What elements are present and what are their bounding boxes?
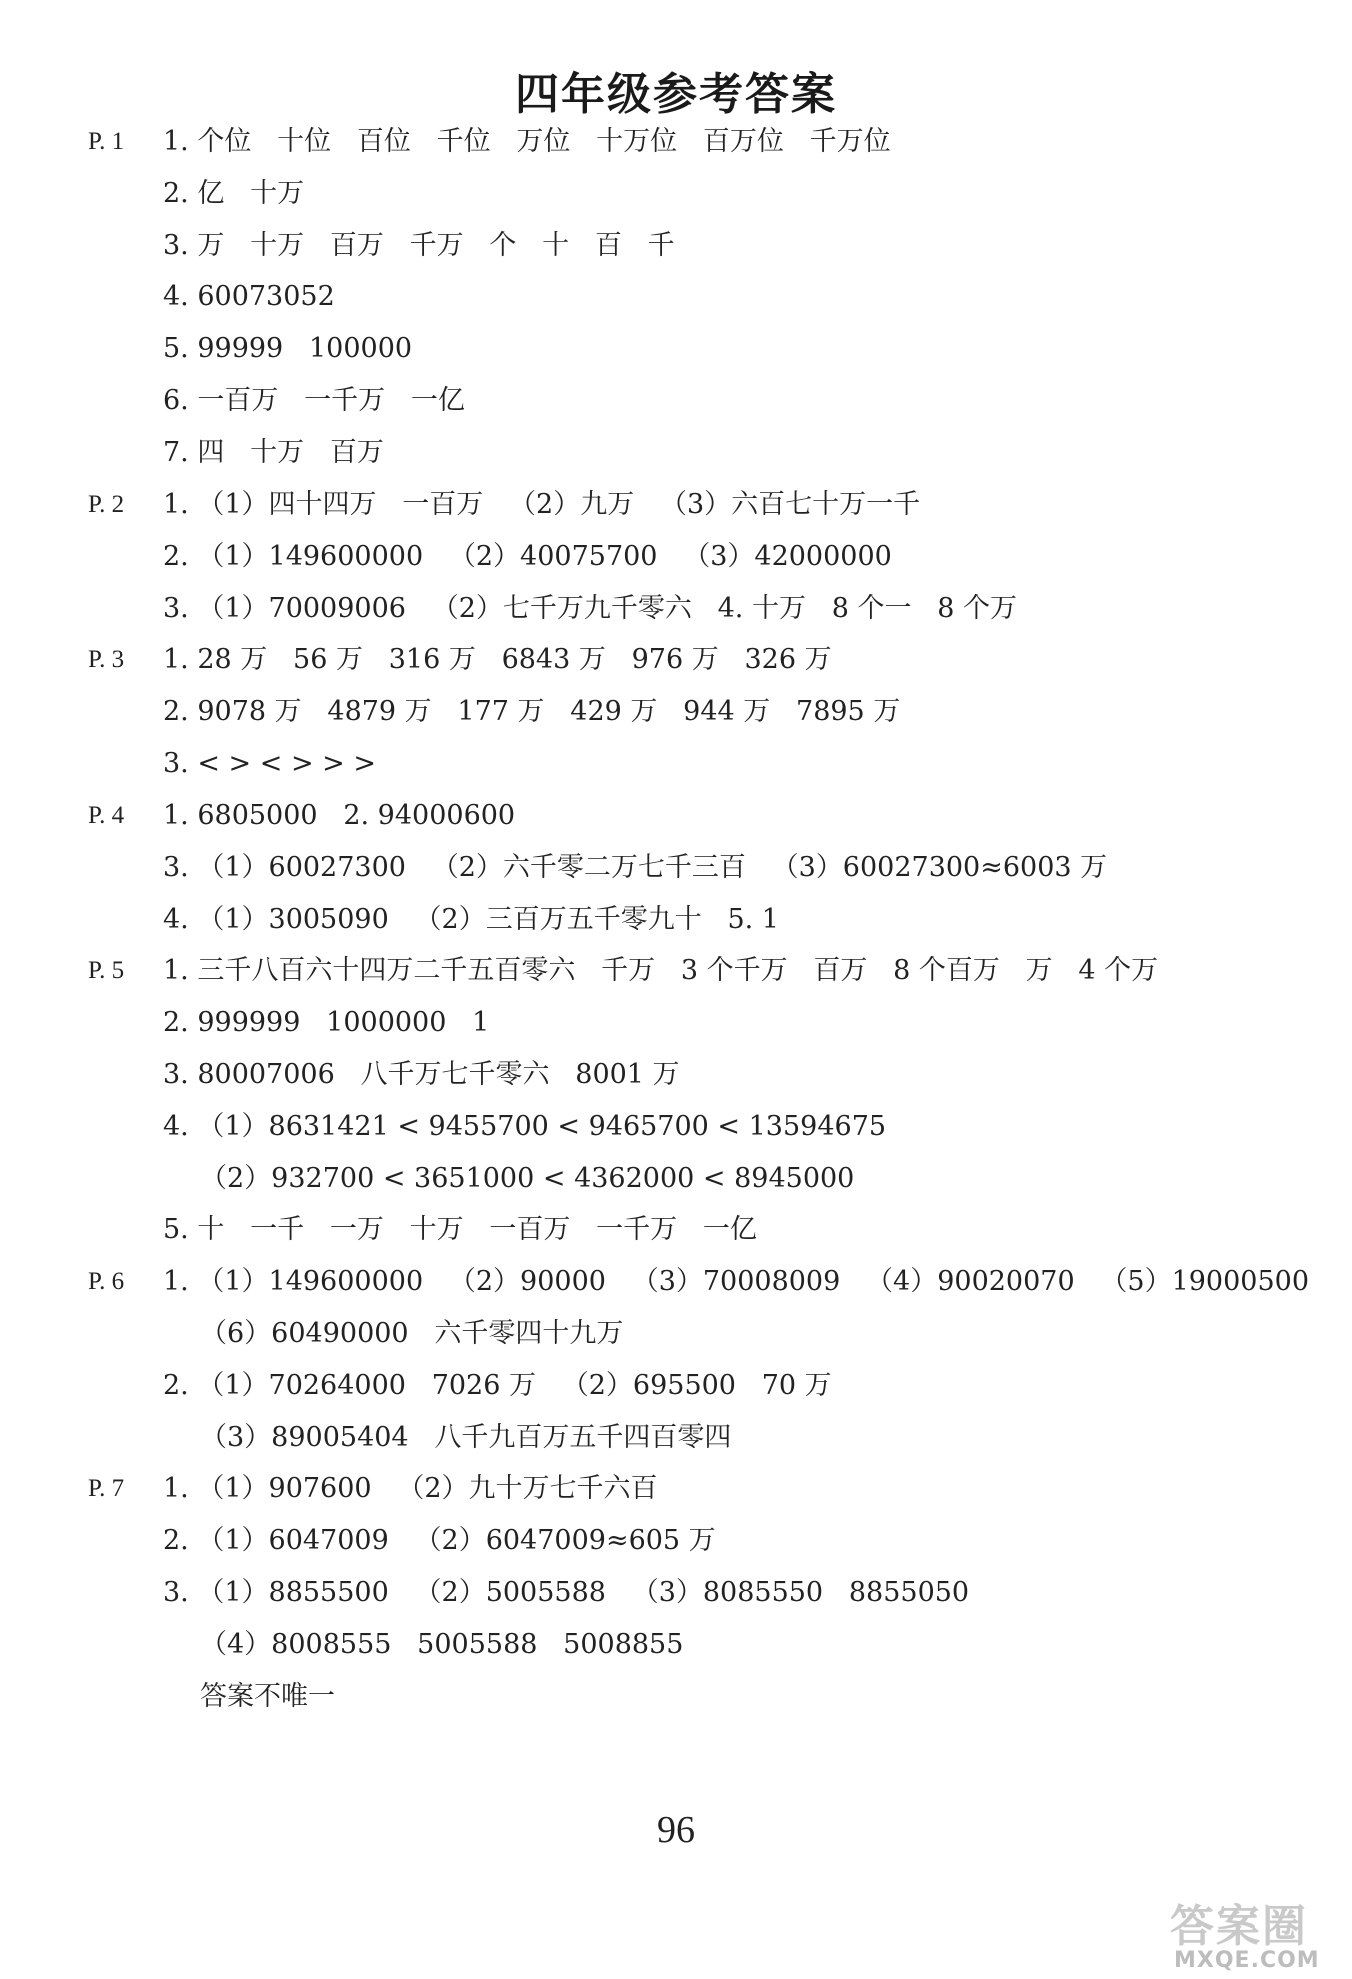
answer-line: 3. < > < > > > <box>163 748 376 779</box>
page-title: 四年级参考答案 <box>515 69 837 120</box>
watermark-text: 答案圈 <box>1170 1901 1308 1952</box>
page-label-p2: P. 2 <box>88 491 125 518</box>
answer-line: 2. （1）149600000 （2）40075700 （3）42000000 <box>163 541 892 572</box>
page-label-p4: P. 4 <box>88 802 125 829</box>
answer-line: 3. （1）8855500 （2）5005588 （3）8085550 8855050 <box>163 1577 970 1608</box>
answer-line: 4. 60073052 <box>163 281 335 312</box>
answer-line: 3. 万 十万 百万 千万 个 十 百 千 <box>163 230 675 261</box>
answer-line: 1. 三千八百六十四万二千五百零六 千万 3 个千万 百万 8 个百万 万 4 个万 <box>163 955 1159 986</box>
page-number: 96 <box>657 1809 695 1851</box>
answer-line: （6）60490000 六千零四十九万 <box>200 1318 624 1349</box>
answer-line: 3. 80007006 八千万七千零六 8001 万 <box>163 1059 680 1090</box>
watermark-logo <box>1150 1890 1350 1976</box>
answer-line: 1. （1）149600000 （2）90000 （3）70008009 （4）90020070 （5）19000500 <box>163 1266 1309 1297</box>
answer-line: （2）932700 < 3651000 < 4362000 < 8945000 <box>200 1163 855 1194</box>
answer-line: 1. 28 万 56 万 316 万 6843 万 976 万 326 万 <box>163 644 832 675</box>
page-label-p3: P. 3 <box>88 646 125 673</box>
page-label-p5: P. 5 <box>88 957 125 984</box>
answer-line: 6. 一百万 一千万 一亿 <box>163 385 465 416</box>
answer-line: 5. 十 一千 一万 十万 一百万 一千万 一亿 <box>163 1214 757 1245</box>
answer-line: 1. 个位 十位 百位 千位 万位 十万位 百万位 千万位 <box>163 126 891 157</box>
page-label-p6: P. 6 <box>88 1268 125 1295</box>
answer-line: 1. 6805000 2. 94000600 <box>163 800 516 831</box>
answer-line: （4）8008555 5005588 5008855 <box>200 1629 684 1660</box>
answer-line: 2. （1）70264000 7026 万 （2）695500 70 万 <box>163 1370 832 1401</box>
answer-line: 2. （1）6047009 （2）6047009≈605 万 <box>163 1525 716 1556</box>
answer-line: 5. 99999 100000 <box>163 333 413 364</box>
answer-line: 2. 999999 1000000 1 <box>163 1007 490 1038</box>
watermark-url: MXQE.COM <box>1174 1948 1320 1973</box>
answer-line: 1. （1）907600 （2）九十万七千六百 <box>163 1473 658 1504</box>
answer-line: 3. （1）60027300 （2）六千零二万七千三百 （3）60027300≈6003 万 <box>163 852 1108 883</box>
answer-line: 答案不唯一 <box>200 1681 335 1712</box>
answer-line: 1. （1）四十四万 一百万 （2）九万 （3）六百七十万一千 <box>163 489 921 520</box>
answer-line: （3）89005404 八千九百万五千四百零四 <box>200 1422 732 1453</box>
answer-line: 2. 9078 万 4879 万 177 万 429 万 944 万 7895 万 <box>163 696 901 727</box>
page-label-p7: P. 7 <box>88 1475 125 1502</box>
answer-line: 7. 四 十万 百万 <box>163 437 384 468</box>
answer-line: 3. （1）70009006 （2）七千万九千零六 4. 十万 8 个一 8 个万 <box>163 593 1017 624</box>
answer-line: 4. （1）3005090 （2）三百万五千零九十 5. 1 <box>163 904 779 935</box>
answer-line: 4. （1）8631421 < 9455700 < 9465700 < 13594675 <box>163 1111 887 1142</box>
answer-line: 2. 亿 十万 <box>163 178 305 209</box>
page-label-p1: P. 1 <box>88 128 125 155</box>
